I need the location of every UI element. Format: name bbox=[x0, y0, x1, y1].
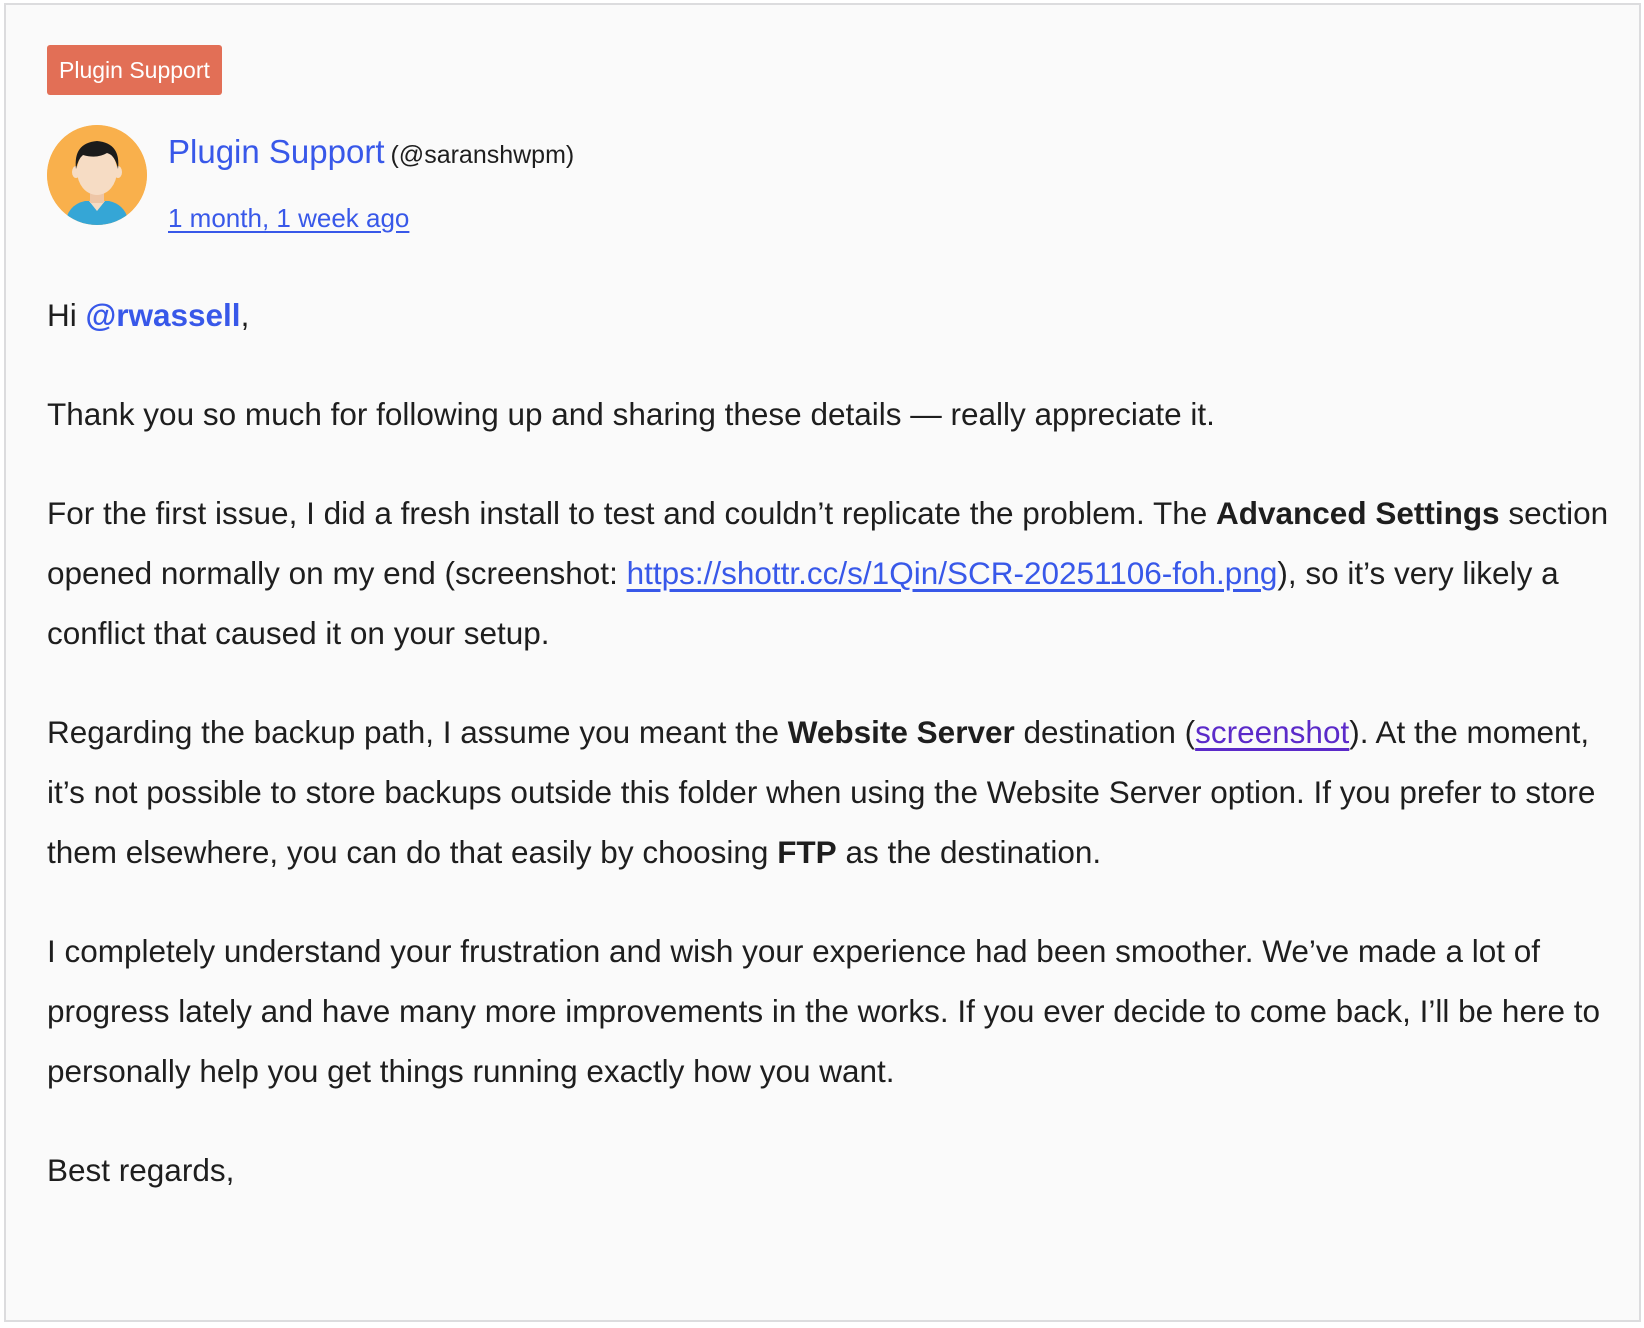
paragraph-thanks: Thank you so much for following up and sharing these details — really appreciate it. bbox=[47, 396, 1215, 432]
paragraph-frustration: I completely understand your frustration and wish your experience had been smoother. We’ve made a lot of progress lately and have many more improvements in the works. If you ever decide to come back, I’ll be here to personally help you get things running exactly how you want. bbox=[47, 933, 1600, 1089]
paragraph-backup-path bbox=[47, 702, 1612, 882]
p3-bold-website-server: Website Server bbox=[787, 714, 1015, 750]
author-handle: (@saranshwpm) bbox=[390, 141, 575, 169]
p3-text-4: as the destination. bbox=[836, 834, 1102, 870]
post-body bbox=[47, 285, 1612, 1239]
greeting-text: Hi bbox=[47, 297, 86, 333]
closing-text: Best regards, bbox=[47, 1152, 235, 1188]
p3-bold-ftp: FTP bbox=[777, 834, 837, 870]
p2-text-3: ), so it’s very likely a conflict that caused it on your setup. bbox=[47, 555, 1559, 651]
p2-text-2: section opened normally on my end (screenshot: bbox=[47, 495, 1609, 591]
p3-text-2: destination ( bbox=[1014, 714, 1196, 750]
post-timestamp-link[interactable]: 1 month, 1 week ago bbox=[168, 203, 410, 233]
p3-text-3: ). At the moment, it’s not possible to store backups outside this folder when using the Website Server option. If you prefer to store them elsewhere, you can do that easily by choosing bbox=[47, 714, 1596, 870]
role-badge: Plugin Support bbox=[47, 45, 222, 95]
p2-text-1: For the first issue, I did a fresh install to test and couldn’t replicate the problem. The bbox=[47, 495, 1217, 531]
screenshot-url-link[interactable]: https://shottr.cc/s/1Qin/SCR-20251106-foh.png bbox=[626, 555, 1278, 591]
p2-bold-advanced-settings: Advanced Settings bbox=[1216, 495, 1500, 531]
author-line bbox=[168, 133, 574, 171]
p3-text-1: Regarding the backup path, I assume you meant the bbox=[47, 714, 788, 750]
reply-card bbox=[4, 3, 1641, 1322]
greeting-paragraph bbox=[47, 285, 1612, 345]
paragraph-first-issue bbox=[47, 483, 1612, 663]
greeting-suffix: , bbox=[240, 297, 250, 333]
avatar[interactable] bbox=[47, 125, 147, 225]
user-avatar-icon bbox=[47, 125, 147, 225]
mention-link[interactable]: @rwassell bbox=[85, 297, 241, 333]
author-name-link[interactable]: Plugin Support bbox=[168, 133, 385, 170]
screenshot-link[interactable]: screenshot bbox=[1195, 714, 1350, 750]
